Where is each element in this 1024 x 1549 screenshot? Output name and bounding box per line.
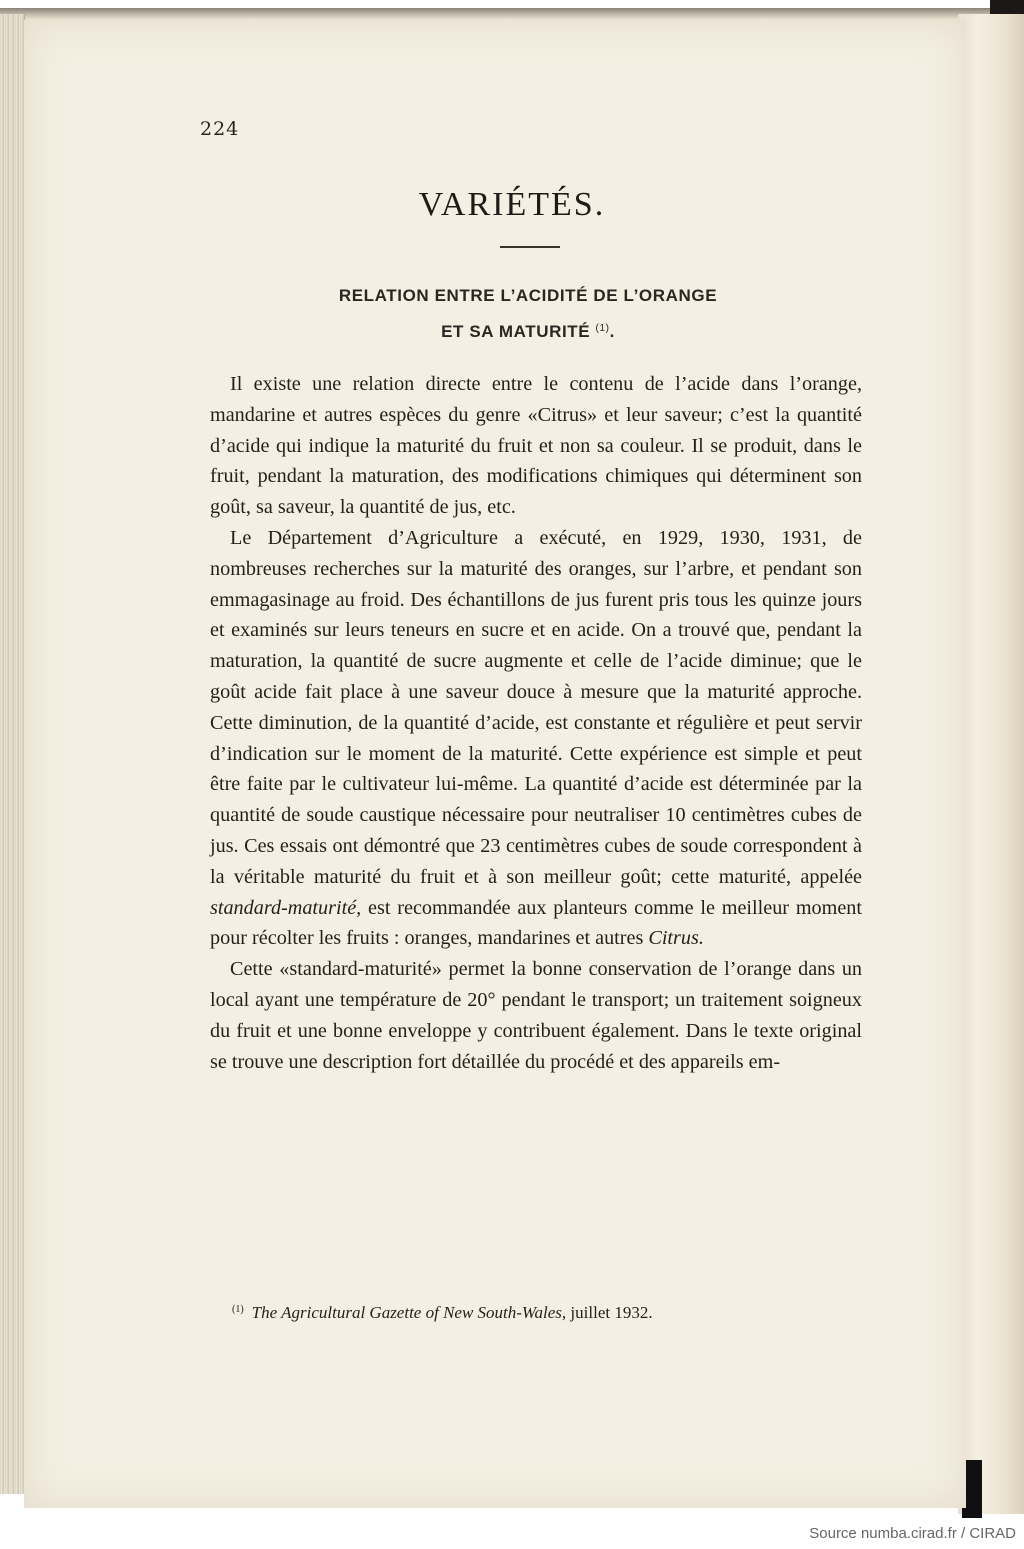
footnote-date: juillet 1932. xyxy=(570,1303,653,1322)
paragraph-1: Il existe une relation directe entre le contenu de l’acide dans l’orange, mandarine et autres espèces du genre «Citrus» et leur saveur; c’est la quantité d’acide qui indique la maturité du fruit et non sa couleur. Il se produit, dans le fruit, pendant la maturation, des modifications chimiques qui déterminent son goût, sa saveur, la quantité de jus, etc. xyxy=(210,373,862,519)
article-body xyxy=(210,369,862,1077)
page-right-edge xyxy=(958,14,1024,1514)
paragraph-3: Cette «standard-maturité» permet la bonne conservation de l’orange dans un local ayant une température de 20° pendant le transport; un traitement soigneux du fruit et une bonne enveloppe y contribuent également. Dans le texte original se trouve une description fort détaillée du procédé et des appareils em- xyxy=(210,958,862,1073)
page-stack-edge xyxy=(0,14,25,1494)
title-rule xyxy=(500,246,560,248)
paragraph-2-italic-citrus: Citrus. xyxy=(648,927,704,950)
source-credit: Source numba.cirad.fr / CIRAD xyxy=(809,1525,1016,1542)
paragraph-2 xyxy=(210,523,862,954)
article-heading-line1: RELATION ENTRE L’ACIDITÉ DE L’ORANGE xyxy=(338,286,718,305)
heading-footnote-marker: (1) xyxy=(595,323,610,334)
article-heading-line2 xyxy=(0,322,1024,342)
article-heading-text: ET SA MATURITÉ xyxy=(441,322,591,341)
page-number: 224 xyxy=(200,118,240,140)
page-top-edge xyxy=(0,8,990,20)
footnote-marker: (1) xyxy=(232,1304,244,1315)
paragraph-2-text-b: est recommandée aux planteurs comme le meilleur moment pour récolter les fruits : oranges, mandarines et autres xyxy=(210,896,862,950)
footnote xyxy=(232,1303,872,1323)
paragraph-2-text-a: Le Département d’Agriculture a exécuté, en 1929, 1930, 1931, de nombreuses recherches sur la maturité des oranges, sur l’arbre, et pendant son emmagasinage au froid. Des échantillons de jus furent pris tous les quinze jours et examinés sur leurs teneurs en sucre et en acide. On a trouvé que, pendant la maturation, la quantité de sucre augmente et celle de l’acide diminue; que le goût acide fait place à une saveur douce à mesure que la maturité approche. Cette diminution, de la quantité d’acide, est constante et régulière et peut servir d’indication sur le moment de la maturité. Cette expérience est simple et peut être faite par le cultivateur lui-même. La quantité d’acide est déterminée par la quantité de soude caustique nécessaire pour neutraliser 10 centimètres cubes de jus. Ces essais ont démontré que 23 centimètres cubes de soude correspondent à la véritable maturité du fruit et à son meilleur goût; cette maturité, appelée xyxy=(210,526,862,888)
heading-period: . xyxy=(609,322,615,341)
paragraph-2-italic-term: standard-maturité, xyxy=(210,896,362,919)
footnote-source-title: The Agricultural Gazette of New South-Wales, xyxy=(251,1303,567,1322)
page-title: VARIÉTÉS. xyxy=(418,186,606,223)
